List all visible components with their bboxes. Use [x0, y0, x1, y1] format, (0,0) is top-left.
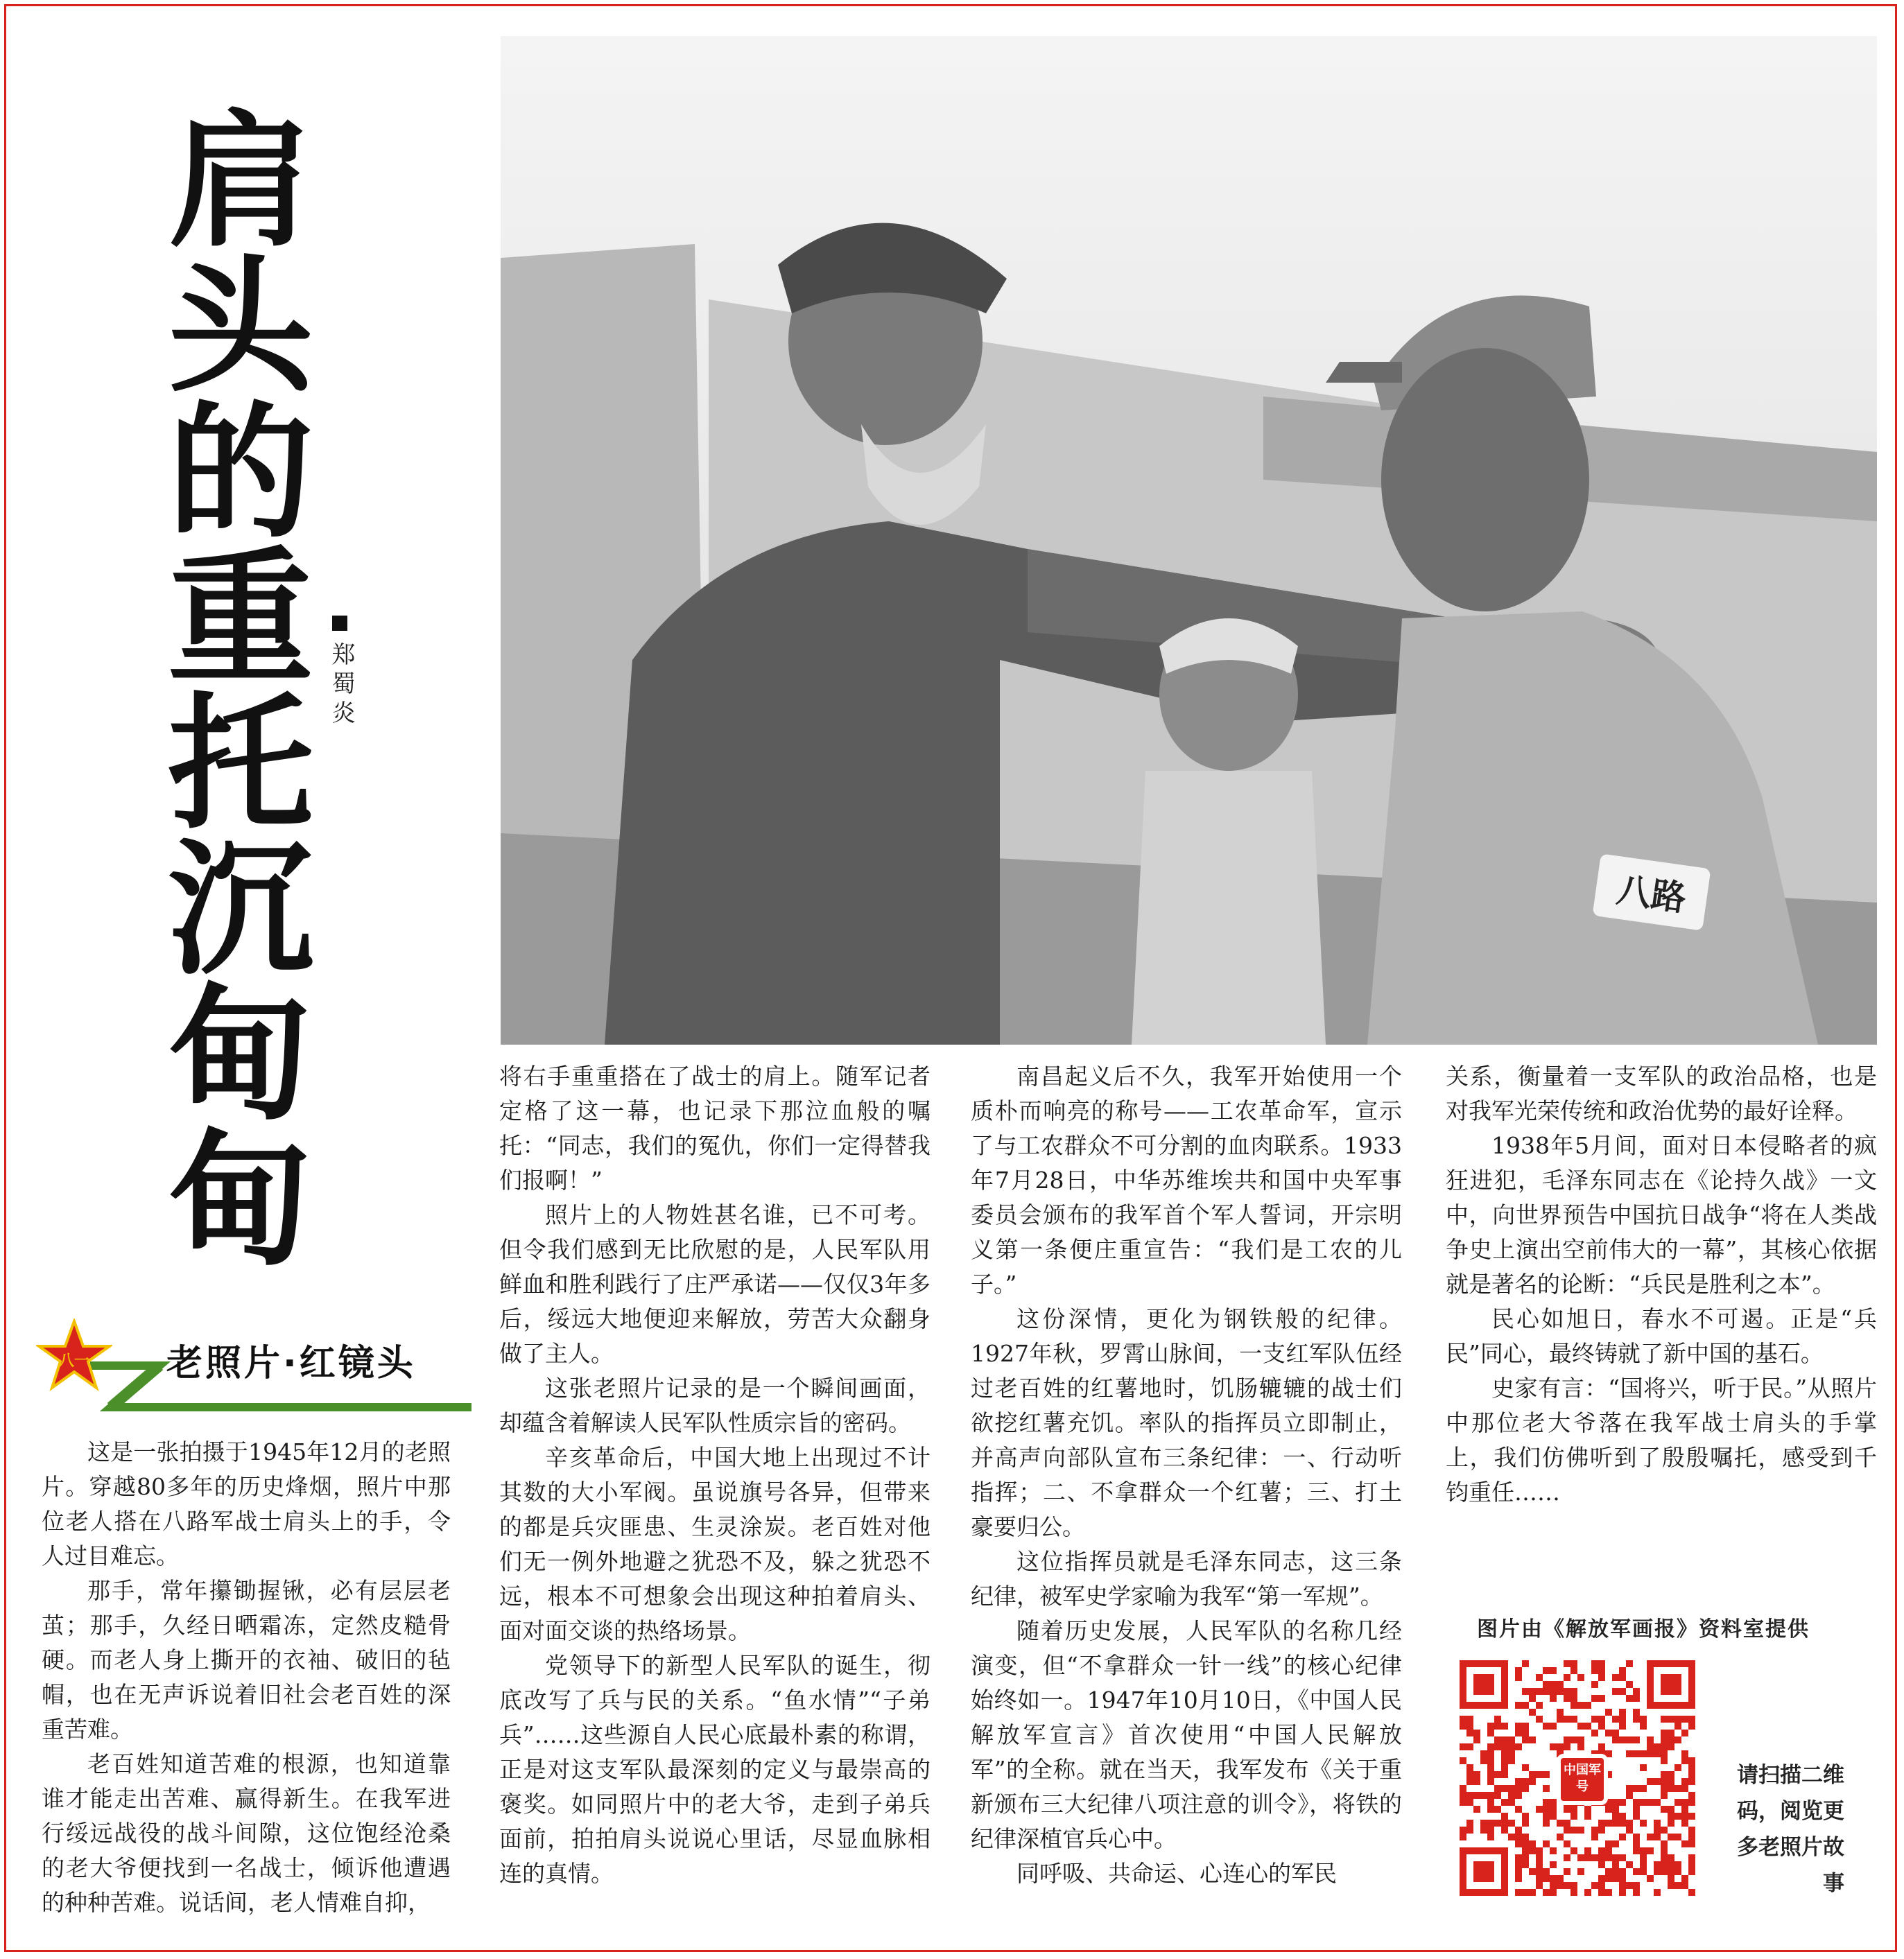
- photo-illustration: [501, 36, 1877, 1045]
- paragraph: 党领导下的新型人民军队的诞生，彻底改写了兵与民的关系。“鱼水情”“子弟兵”……这些源自人民心底最朴素的称谓，正是对这支军队最深刻的定义与最崇高的褒奖。如同照片中的老大爷，走到子弟兵面前，拍拍肩头说说心里话，尽显血脉相连的真情。: [499, 1652, 931, 1887]
- paragraph: 那手，常年攥锄握锹，必有层层老茧；那手，久经日晒霜冻，定然皮糙骨硬。而老人身上撕开的衣袖、破旧的毡帽，也在无声诉说着旧社会老百姓的深重苦难。: [42, 1577, 451, 1743]
- paragraph: 这是一张拍摄于1945年12月的老照片。穿越80多年的历史烽烟，照片中那位老人搭在八路军战士肩头上的手，令人过目难忘。: [42, 1438, 451, 1569]
- paragraph: 老百姓知道苦难的根源，也知道靠谁才能走出苦难、赢得新生。在我军进行绥远战役的战斗间隙，这位饱经沧桑的老大爷便找到一名战士，倾诉他遭遇的种种苦难。说话间，老人情难自抑，: [42, 1750, 451, 1916]
- qr-instruction: 请扫描二维码，阅览更多老照片故事: [1737, 1763, 1844, 1896]
- qr-logo: 中国军号: [1557, 1754, 1608, 1805]
- byline-marker: [332, 616, 347, 631]
- historical-photo: [501, 36, 1877, 1045]
- emblem-text: 八一: [58, 1352, 90, 1370]
- paragraph: 随着历史发展，人民军队的名称几经演变，但“不拿群众一针一线”的核心纪律始终如一。1947年10月10日，《中国人民解放军宣言》首次使用“中国人民解放军”的全称。就在当天，我军发布《关于重新颁布三大纪律八项注意的训令》，将铁的纪律深植官兵心中。: [971, 1617, 1402, 1852]
- paragraph: 这份深情，更化为钢铁般的纪律。1927年秋，罗霄山脉间，一支红军队伍经过老百姓的红薯地时，饥肠辘辘的战士们欲挖红薯充饥。率队的指挥员立即制止，并高声向部队宣布三条纪律：一、行动听指挥；二、不拿群众一个红薯；三、打土豪要归公。: [971, 1305, 1402, 1540]
- paragraph: 同呼吸、共命运、心连心的军民: [1016, 1860, 1337, 1887]
- text-column-4: [1446, 1059, 1877, 1510]
- armband-text: 八路: [1614, 869, 1689, 919]
- paragraph: 1938年5月间，面对日本侵略者的疯狂进犯，毛泽东同志在《论持久战》一文中，向世界预告中国抗日战争“将在人类战争史上演出空前伟大的一幕”，其核心依据就是著名的论断：“兵民是胜利之本”。: [1446, 1132, 1877, 1298]
- paragraph: 这张老照片记录的是一个瞬间画面，却蕴含着解读人民军队性质宗旨的密码。: [499, 1375, 931, 1436]
- paragraph: 辛亥革命后，中国大地上出现过不计其数的大小军阀。虽说旗号各异，但带来的都是兵灾匪患、生灵涂炭。老百姓对他们无一例外地避之犹恐不及，躲之犹恐不远，根本不可想象会出现这种拍着肩头、面对面交谈的热络场景。: [499, 1444, 931, 1644]
- column-banner: [28, 1303, 444, 1414]
- text-column-1: [42, 1435, 451, 1920]
- text-column-2: [499, 1059, 931, 1891]
- paragraph: 照片上的人物姓甚名谁，已不可考。但令我们感到无比欣慰的是，人民军队用鲜血和胜利践行了庄严承诺——仅仅3年多后，绥远大地便迎来解放，劳苦大众翻身做了主人。: [499, 1201, 931, 1367]
- photo-credit: 图片由《解放军画报》资料室提供: [1477, 1617, 1810, 1642]
- byline: 郑蜀炎: [327, 642, 355, 729]
- column-title: 老照片·红镜头: [166, 1343, 416, 1384]
- paragraph: 南昌起义后不久，我军开始使用一个质朴而响亮的称号——工农革命军，宣示了与工农群众不可分割的血肉联系。1933年7月28日，中华苏维埃共和国中央军事委员会颁布的我军首个军人誓词，开宗明义第一条便庄重宣告：“我们是工农的儿子。”: [971, 1063, 1402, 1298]
- paragraph: 民心如旭日，春水不可遏。正是“兵民”同心，最终铸就了新中国的基石。: [1446, 1305, 1877, 1367]
- headline: 肩头的重托沉甸甸: [144, 104, 313, 1269]
- paragraph: 这位指挥员就是毛泽东同志，这三条纪律，被军史学家喻为我军“第一军规”。: [971, 1548, 1402, 1610]
- red-star-icon: [36, 1318, 112, 1395]
- background-soldier: [1132, 618, 1326, 1045]
- paragraph: 关系，衡量着一支军队的政治品格，也是对我军光荣传统和政治优势的最好诠释。: [1446, 1063, 1877, 1124]
- paragraph: 史家有言：“国将兴，听于民。”从照片中那位老大爷落在我军战士肩头的手掌上，我们仿佛听到了殷殷嘱托，感受到千钧重任……: [1446, 1375, 1877, 1506]
- paragraph: 将右手重重搭在了战士的肩上。随军记者定格了这一幕，也记录下那泣血般的嘱托：“同志，我们的冤仇，你们一定得替我们报啊！”: [499, 1063, 931, 1194]
- text-column-3: [971, 1059, 1402, 1891]
